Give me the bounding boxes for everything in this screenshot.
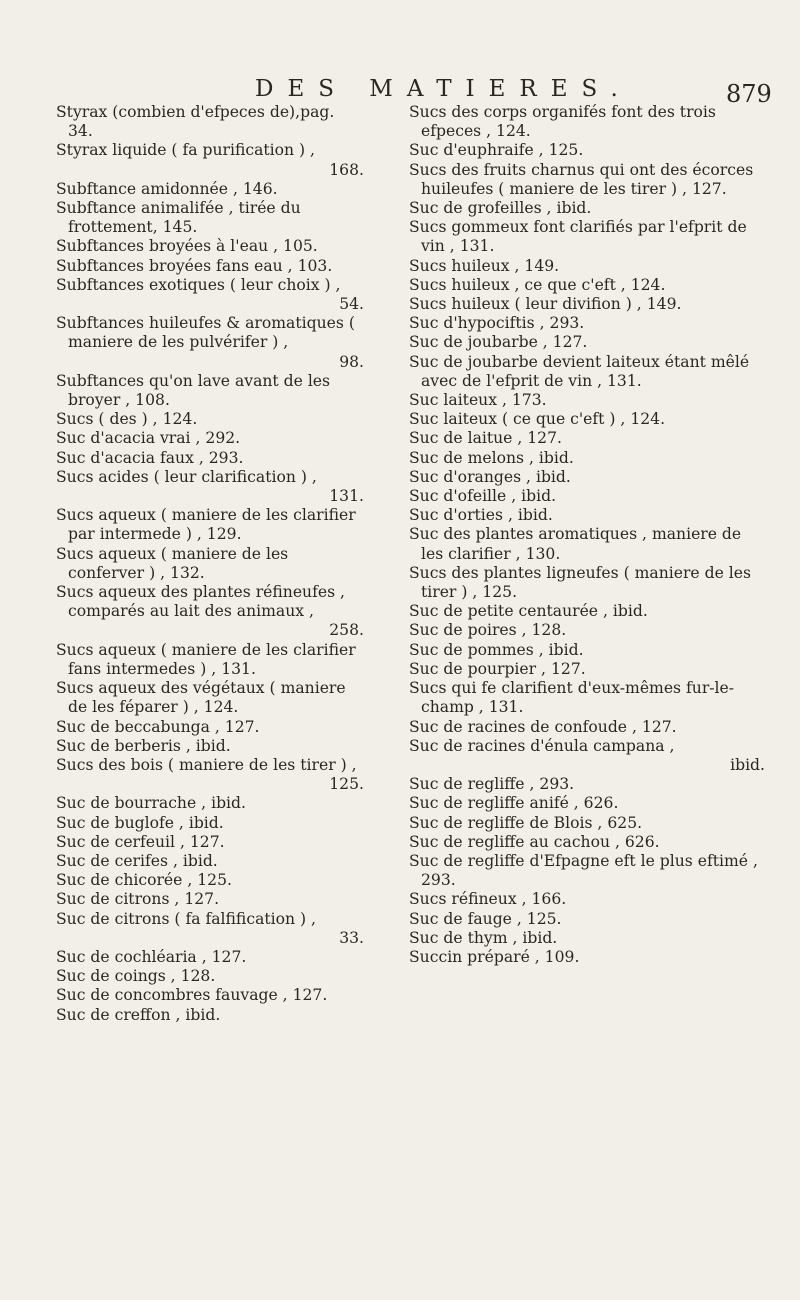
- index-entry-text: Suc d'acacia faux , 293.: [56, 448, 244, 467]
- index-entry: [56, 180, 364, 199]
- index-entry-text: Sucs gommeux font clarifiés par l'efprit de vin , 131.: [409, 218, 747, 256]
- index-entry: [409, 679, 765, 717]
- index-entry: [409, 929, 765, 948]
- index-entry: [56, 506, 364, 544]
- index-entry: [56, 833, 364, 852]
- index-entry: [56, 986, 364, 1005]
- index-entry: [56, 257, 364, 276]
- index-entry-text: Suc de poires , 128.: [409, 621, 567, 640]
- index-entry: [409, 199, 765, 218]
- index-entry-text: Suc laiteux ( ce que c'eft ) , 124.: [409, 410, 666, 429]
- index-entry-text: Sucs huileux , ce que c'eft , 124.: [409, 275, 666, 294]
- index-entry-text: Subftance animalifée , tirée du frottement, 145.: [56, 199, 301, 237]
- index-entry-text: Suc d'orties , ibid.: [409, 506, 553, 525]
- index-entry-text: Subftances huileufes & aromatiques ( maniere de les pulvérifer ) ,: [56, 314, 355, 352]
- index-entry: [56, 910, 364, 948]
- right-index-column: [409, 103, 765, 967]
- index-entry: [56, 372, 364, 410]
- index-entry: [409, 775, 765, 794]
- index-entry-text: Suc de melons , ibid.: [409, 448, 574, 467]
- index-entry: [409, 257, 765, 276]
- index-entry: [56, 814, 364, 833]
- index-entry: [409, 621, 765, 640]
- index-entry-text: Styrax liquide ( fa purification ) ,: [56, 141, 316, 160]
- index-entry: [56, 871, 364, 890]
- index-entry: [409, 737, 765, 775]
- index-entry: [56, 679, 364, 717]
- index-entry-text: Succin préparé , 109.: [409, 947, 580, 966]
- index-entry: [409, 103, 765, 141]
- index-entry-text: Suc laiteux , 173.: [409, 391, 547, 410]
- index-entry: [409, 218, 765, 256]
- index-entry-text: Suc de regliffe de Blois , 625.: [409, 813, 643, 832]
- index-entry-text: Suc de cerifes , ibid.: [56, 851, 218, 870]
- index-entry: [56, 449, 364, 468]
- index-entry: [409, 910, 765, 929]
- index-entry-text: Sucs aqueux ( maniere de les clarifier fans intermedes ) , 131.: [56, 640, 356, 678]
- index-entry-text: Suc de cerfeuil , 127.: [56, 832, 225, 851]
- index-entry-text: Suc de regliffe anifé , 626.: [409, 794, 619, 813]
- index-entry: [409, 525, 765, 563]
- index-entry-text: Suc de pommes , ibid.: [409, 640, 584, 659]
- index-entry: [56, 967, 364, 986]
- index-entry-text: Sucs ( des ) , 124.: [56, 410, 198, 429]
- index-entry: [409, 295, 765, 314]
- index-entry: [56, 852, 364, 871]
- index-entry-text: Subftances broyées à l'eau , 105.: [56, 237, 318, 256]
- index-entry-text: Sucs acides ( leur clarification ) ,: [56, 467, 317, 486]
- index-entry-page-ref: 33.: [339, 928, 364, 947]
- index-entry-text: Suc de buglofe , ibid.: [56, 813, 224, 832]
- index-entry: [409, 391, 765, 410]
- index-entry: [56, 141, 364, 179]
- index-entry: [56, 545, 364, 583]
- index-entry-text: Suc des plantes aromatiques , maniere de les clarifier , 130.: [409, 525, 742, 563]
- index-entry-text: Sucs réfineux , 166.: [409, 890, 567, 909]
- index-entry: [409, 890, 765, 909]
- index-entry-text: Suc de berberis , ibid.: [56, 736, 231, 755]
- index-entry: [409, 564, 765, 602]
- index-entry-text: Sucs huileux ( leur divifion ) , 149.: [409, 295, 682, 314]
- index-entry: [56, 276, 364, 314]
- index-entry-text: Suc de pourpier , 127.: [409, 659, 586, 678]
- index-entry-text: Sucs qui fe clarifient d'eux-mêmes fur-le-champ , 131.: [409, 679, 735, 717]
- index-entry-text: Suc de fauge , 125.: [409, 909, 562, 928]
- index-entry-text: Suc d'acacia vrai , 292.: [56, 429, 241, 448]
- index-entry-text: Suc de beccabunga , 127.: [56, 717, 260, 736]
- index-entry: [409, 141, 765, 160]
- index-entry-text: Suc de regliffe au cachou , 626.: [409, 832, 660, 851]
- index-entry: [409, 660, 765, 679]
- index-entry: [56, 756, 364, 794]
- index-entry: [56, 737, 364, 756]
- index-entry: [409, 602, 765, 621]
- index-entry-text: Suc de joubarbe , 127.: [409, 333, 588, 352]
- index-entry-page-ref: 168.: [329, 160, 364, 179]
- index-entry: [56, 1006, 364, 1025]
- index-entry: [56, 641, 364, 679]
- index-entry-text: Suc d'euphraife , 125.: [409, 141, 584, 160]
- index-entry-text: Suc d'hypociftis , 293.: [409, 314, 585, 333]
- index-entry: [56, 199, 364, 237]
- index-entry-page-ref: 258.: [329, 621, 364, 640]
- index-entry-text: Suc de joubarbe devient laiteux étant mêlé avec de l'efprit de vin , 131.: [409, 352, 750, 390]
- index-entry-text: Suc d'ofeille , ibid.: [409, 487, 557, 506]
- index-entry-text: Suc de racines d'énula campana ,: [409, 736, 675, 755]
- index-entry: [56, 583, 364, 641]
- index-entry-text: Suc de regliffe d'Efpagne eft le plus eftimé , 293.: [409, 851, 758, 890]
- index-entry: [56, 103, 364, 141]
- index-entry: [409, 948, 765, 967]
- index-entry: [409, 718, 765, 737]
- index-entry-text: Subftances exotiques ( leur choix ) ,: [56, 275, 341, 294]
- left-index-column: [56, 103, 364, 1025]
- index-entry-text: Suc de regliffe , 293.: [409, 775, 575, 794]
- index-entry: [56, 794, 364, 813]
- index-entry-text: Sucs aqueux des plantes réfineufes , comparés au lait des animaux ,: [56, 583, 346, 621]
- index-entry-text: Suc de laitue , 127.: [409, 429, 562, 448]
- index-entry: [409, 333, 765, 352]
- index-entry-text: Sucs des fruits charnus qui ont des écorces huileufes ( maniere de les tirer ) , 127.: [409, 160, 754, 198]
- index-entry-text: Sucs aqueux des végétaux ( maniere de les féparer ) , 124.: [56, 679, 346, 717]
- index-entry: [409, 641, 765, 660]
- index-entry: [56, 948, 364, 967]
- index-entry-text: Suc d'oranges , ibid.: [409, 467, 571, 486]
- index-entry-text: Suc de grofeilles , ibid.: [409, 199, 592, 218]
- index-entry-text: Sucs des corps organifés font des trois efpeces , 124.: [409, 103, 716, 141]
- index-entry: [56, 314, 364, 372]
- index-entry: [56, 468, 364, 506]
- index-entry: [409, 276, 765, 295]
- index-entry: [409, 449, 765, 468]
- index-entry: [409, 353, 765, 391]
- index-entry-text: Suc de racines de confoude , 127.: [409, 717, 677, 736]
- index-entry-text: Styrax (combien d'efpeces de),pag. 34.: [56, 103, 335, 141]
- index-entry-text: Sucs des bois ( maniere de les tirer ) ,: [56, 755, 357, 774]
- index-entry-text: Sucs aqueux ( maniere de les conferver ) , 132.: [56, 544, 289, 582]
- index-entry: [409, 161, 765, 199]
- index-entry: [409, 833, 765, 852]
- index-entry: [409, 794, 765, 813]
- index-entry-page-ref: 54.: [339, 295, 364, 314]
- running-header: DES MATIERES.: [255, 76, 632, 102]
- index-entry-text: Subftances broyées fans eau , 103.: [56, 256, 333, 275]
- index-entry-text: Subftance amidonnée , 146.: [56, 179, 278, 198]
- index-entry: [56, 237, 364, 256]
- index-entry-text: Suc de citrons ( fa falfification ) ,: [56, 909, 317, 928]
- page-number: 879: [726, 80, 772, 108]
- index-entry-text: Suc de bourrache , ibid.: [56, 794, 246, 813]
- index-entry: [56, 429, 364, 448]
- index-entry-page-ref: ibid.: [730, 755, 765, 774]
- index-entry: [56, 410, 364, 429]
- index-entry: [56, 890, 364, 909]
- index-entry: [56, 718, 364, 737]
- index-entry-text: Sucs aqueux ( maniere de les clarifier par intermede ) , 129.: [56, 506, 356, 544]
- index-entry: [409, 814, 765, 833]
- index-entry: [409, 429, 765, 448]
- index-entry: [409, 410, 765, 429]
- index-entry: [409, 852, 765, 890]
- index-entry: [409, 314, 765, 333]
- index-entry-text: Suc de coings , 128.: [56, 967, 216, 986]
- index-entry-text: Sucs huileux , 149.: [409, 256, 560, 275]
- index-entry-text: Suc de creffon , ibid.: [56, 1005, 221, 1024]
- index-entry-text: Suc de chicorée , 125.: [56, 871, 232, 890]
- index-entry-page-ref: 131.: [329, 487, 364, 506]
- index-entry-text: Suc de petite centaurée , ibid.: [409, 602, 648, 621]
- index-entry: [409, 468, 765, 487]
- index-entry: [409, 487, 765, 506]
- index-entry: [409, 506, 765, 525]
- index-entry-text: Suc de concombres fauvage , 127.: [56, 986, 328, 1005]
- index-entry-page-ref: 125.: [329, 775, 364, 794]
- index-entry-text: Sucs des plantes ligneufes ( maniere de les tirer ) , 125.: [409, 563, 751, 602]
- index-entry-text: Suc de cochléaria , 127.: [56, 947, 247, 966]
- index-entry-page-ref: 98.: [339, 352, 364, 371]
- index-entry-text: Suc de thym , ibid.: [409, 928, 558, 947]
- index-entry-text: Suc de citrons , 127.: [56, 890, 220, 909]
- index-entry-text: Subftances qu'on lave avant de les broyer , 108.: [56, 371, 331, 410]
